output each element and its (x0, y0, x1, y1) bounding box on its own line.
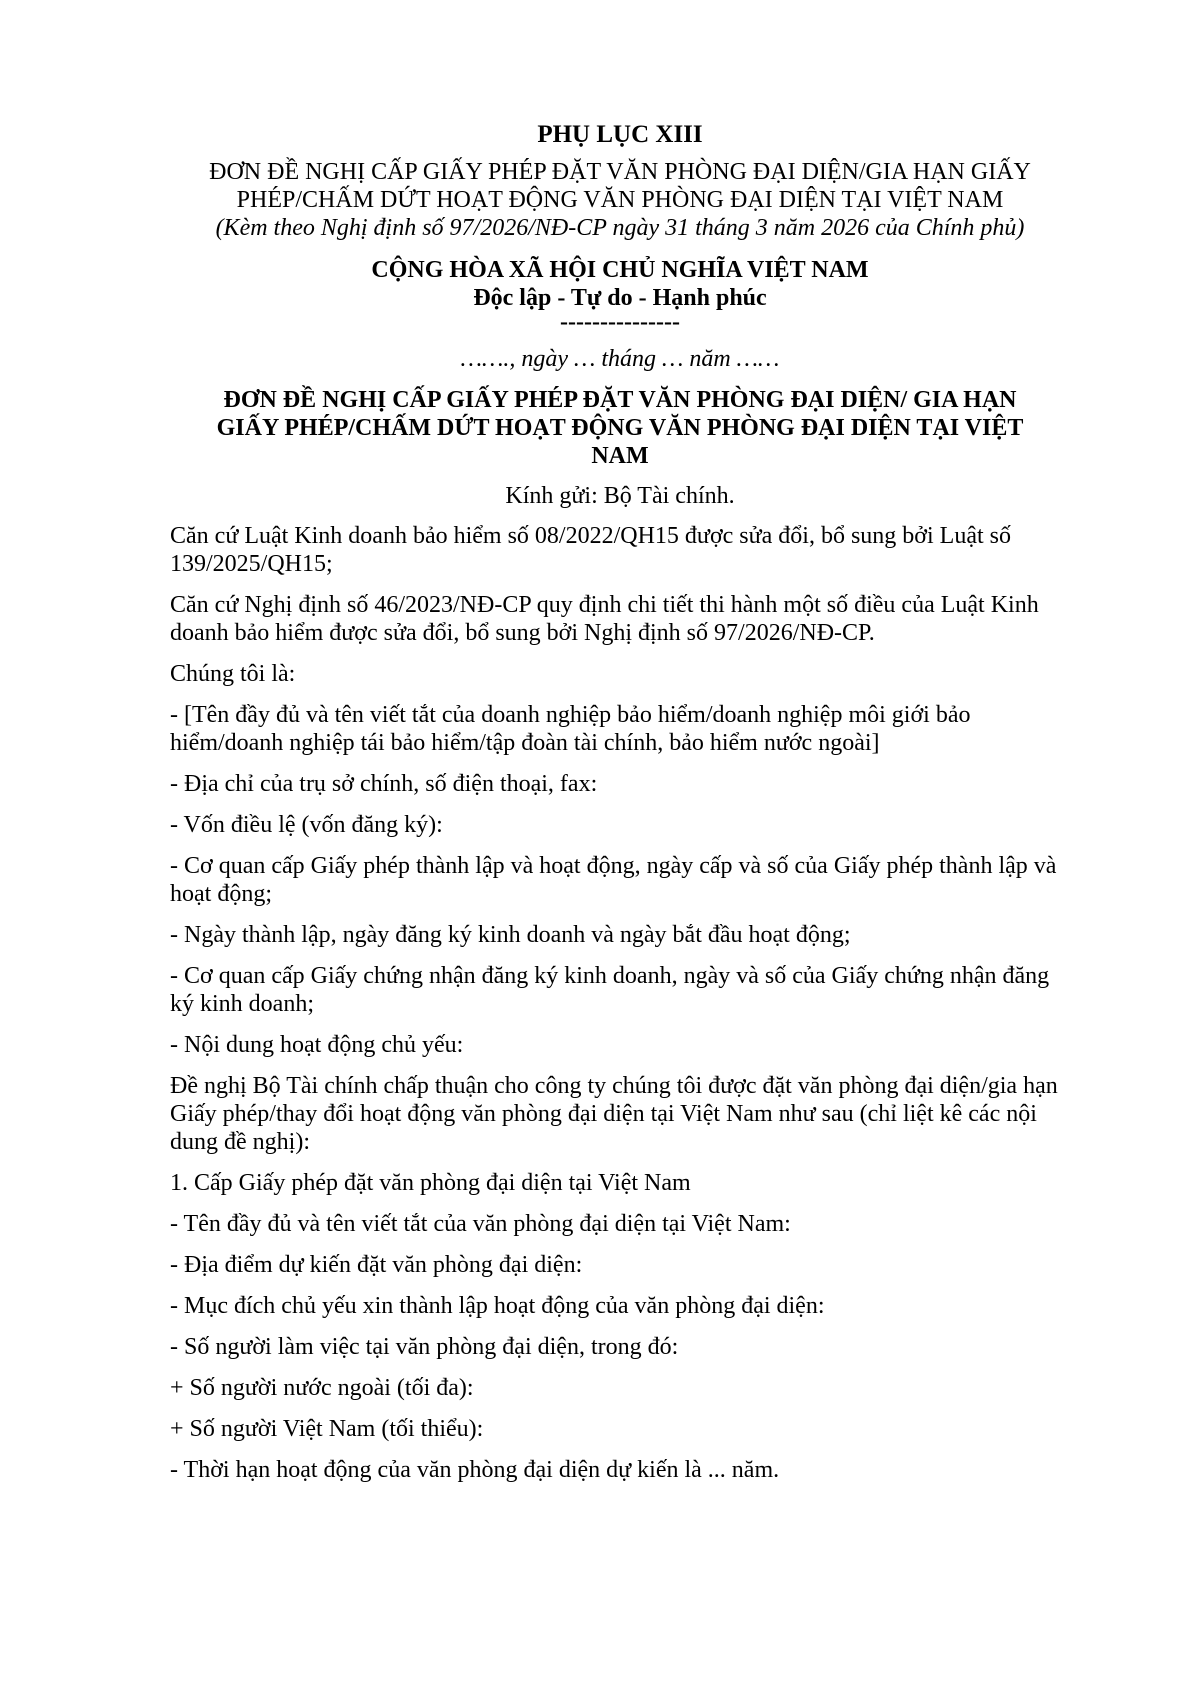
form-title-line-2: GIẤY PHÉP/CHẤM DỨT HOẠT ĐỘNG VĂN PHÒNG ĐẠI DIỆN TẠI VIỆT (216, 415, 1024, 441)
form-title-line-1: ĐƠN ĐỀ NGHỊ CẤP GIẤY PHÉP ĐẶT VĂN PHÒNG ĐẠI DIỆN/ GIA HẠN (223, 387, 1017, 413)
body-paragraph: + Số người Việt Nam (tối thiểu): (170, 1416, 484, 1442)
national-title: CỘNG HÒA XÃ HỘI CHỦ NGHĨA VIỆT NAM (371, 257, 869, 283)
national-motto: Độc lập - Tự do - Hạnh phúc (473, 285, 767, 311)
body-paragraph: Căn cứ Luật Kinh doanh bảo hiểm số 08/2022/QH15 được sửa đổi, bổ sung bởi Luật số 139/2025/QH15; (170, 523, 1011, 577)
body-paragraph: - Nội dung hoạt động chủ yếu: (170, 1032, 464, 1058)
form-title-line-3: NAM (591, 443, 649, 469)
body-paragraph: - Địa chỉ của trụ sở chính, số điện thoại, fax: (170, 771, 598, 797)
date-line: ……., ngày … tháng … năm …… (460, 346, 780, 372)
appendix-subtitle-line-2: PHÉP/CHẤM DỨT HOẠT ĐỘNG VĂN PHÒNG ĐẠI DIỆN TẠI VIỆT NAM (236, 187, 1004, 213)
motto-separator: --------------- (560, 309, 680, 335)
document-body (170, 522, 1070, 1484)
body-paragraph: - Vốn điều lệ (vốn đăng ký): (170, 812, 443, 838)
body-paragraph: - Ngày thành lập, ngày đăng ký kinh doanh và ngày bắt đầu hoạt động; (170, 922, 851, 948)
body-paragraph: - Tên đầy đủ và tên viết tắt của văn phòng đại diện tại Việt Nam: (170, 1211, 791, 1237)
appendix-subtitle-line-1: ĐƠN ĐỀ NGHỊ CẤP GIẤY PHÉP ĐẶT VĂN PHÒNG ĐẠI DIỆN/GIA HẠN GIẤY (209, 159, 1031, 185)
body-paragraph: Căn cứ Nghị định số 46/2023/NĐ-CP quy định chi tiết thi hành một số điều của Luật Kinh doanh bảo hiểm được sửa đổi, bổ sung bởi Nghị định số 97/2026/NĐ-CP. (170, 592, 1039, 646)
body-paragraph: + Số người nước ngoài (tối đa): (170, 1375, 474, 1401)
body-paragraph: Đề nghị Bộ Tài chính chấp thuận cho công ty chúng tôi được đặt văn phòng đại diện/gia hạn Giấy phép/thay đổi hoạt động văn phòng đại diện tại Việt Nam như sau (chỉ liệt kê các nội dung đề nghị): (170, 1073, 1058, 1155)
body-paragraph: - [Tên đầy đủ và tên viết tắt của doanh nghiệp bảo hiểm/doanh nghiệp môi giới bảo hiểm/doanh nghiệp tái bảo hiểm/tập đoàn tài chính, bảo hiểm nước ngoài] (170, 702, 971, 756)
body-paragraph: - Số người làm việc tại văn phòng đại diện, trong đó: (170, 1334, 679, 1360)
appendix-note: (Kèm theo Nghị định số 97/2026/NĐ-CP ngày 31 tháng 3 năm 2026 của Chính phủ) (215, 215, 1025, 241)
recipient-line: Kính gửi: Bộ Tài chính. (505, 483, 735, 509)
appendix-title: PHỤ LỤC XIII (537, 121, 703, 148)
body-paragraph: - Cơ quan cấp Giấy phép thành lập và hoạt động, ngày cấp và số của Giấy phép thành lập và hoạt động; (170, 853, 1057, 907)
document-page (170, 120, 1070, 1497)
body-paragraph: - Địa điểm dự kiến đặt văn phòng đại diện: (170, 1252, 583, 1278)
body-paragraph: - Mục đích chủ yếu xin thành lập hoạt động của văn phòng đại diện: (170, 1293, 825, 1319)
body-paragraph: 1. Cấp Giấy phép đặt văn phòng đại diện tại Việt Nam (170, 1170, 691, 1196)
form-title (170, 386, 1070, 470)
body-paragraph: - Thời hạn hoạt động của văn phòng đại diện dự kiến là ... năm. (170, 1457, 780, 1483)
body-paragraph: Chúng tôi là: (170, 661, 296, 687)
body-paragraph: - Cơ quan cấp Giấy chứng nhận đăng ký kinh doanh, ngày và số của Giấy chứng nhận đăng ký kinh doanh; (170, 963, 1050, 1017)
